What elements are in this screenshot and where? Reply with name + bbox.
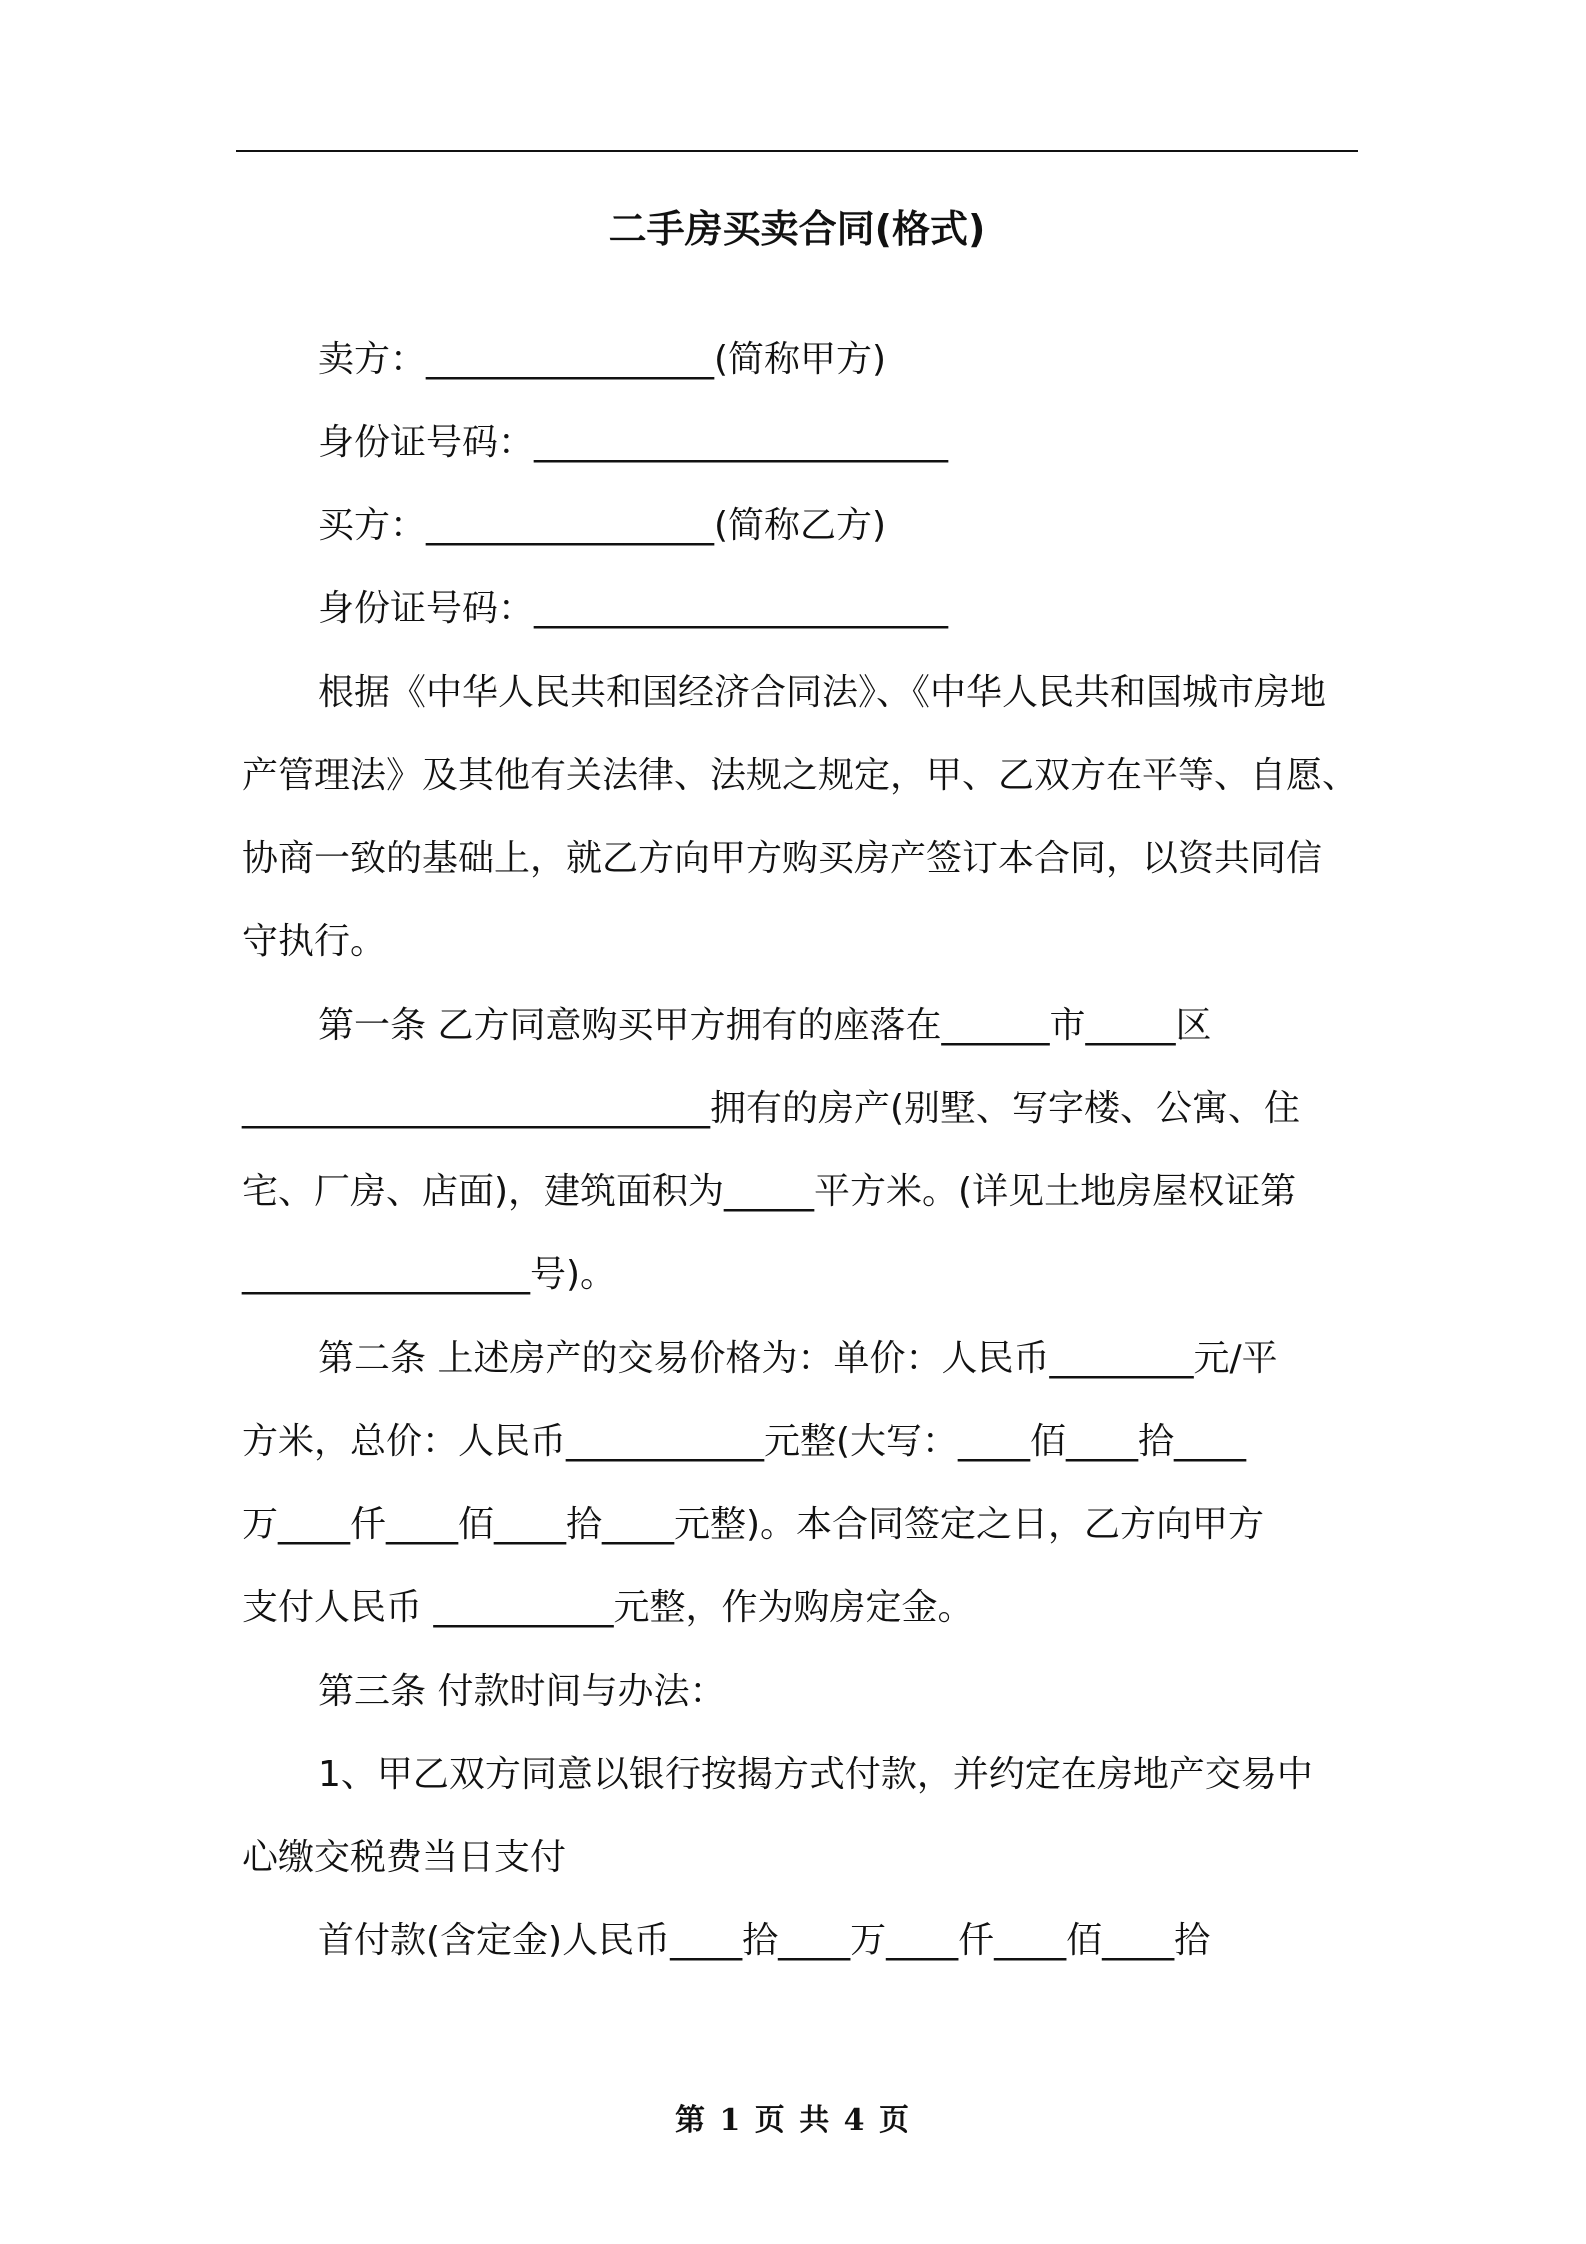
article-2-line-2: 方米，总价：人民币___________元整(大写：____佰____拾____ <box>242 1421 1247 1462</box>
preamble-line-2: 产管理法》及其他有关法律、法规之规定，甲、乙双方在平等、自愿、 <box>242 755 1359 796</box>
article-1-line-1: 第一条 乙方同意购买甲方拥有的座落在______市_____区 <box>318 1005 1212 1046</box>
preamble-line-4: 守执行。 <box>242 921 387 962</box>
article-1-line-4: ________________号)。 <box>242 1254 617 1295</box>
document-title: 二手房买卖合同(格式) <box>608 207 986 251</box>
buyer-id-line: 身份证号码：_______________________ <box>318 588 949 629</box>
article-1-line-3: 宅、厂房、店面)，建筑面积为_____平方米。(详见土地房屋权证第 <box>242 1171 1297 1212</box>
down-payment-line: 首付款(含定金)人民币____拾____万____仟____佰____拾 <box>318 1920 1211 1961</box>
page-indicator: 第 1 页 共 4 页 <box>675 2103 911 2138</box>
buyer-line: 买方：________________(简称乙方) <box>318 505 887 546</box>
article-1-line-2: __________________________拥有的房产(别墅、写字楼、公寓、住 <box>242 1088 1301 1129</box>
article-3-item-1-line-1: 1、甲乙双方同意以银行按揭方式付款，并约定在房地产交易中 <box>318 1754 1313 1795</box>
article-2-line-1: 第二条 上述房产的交易价格为：单价：人民币________元/平 <box>318 1338 1278 1379</box>
seller-id-line: 身份证号码：_______________________ <box>318 422 949 463</box>
preamble-line-3: 协商一致的基础上，就乙方向甲方购买房产签订本合同，以资共同信 <box>242 838 1323 879</box>
article-2-line-3: 万____仟____佰____拾____元整)。本合同签定之日，乙方向甲方 <box>242 1504 1265 1545</box>
header-rule <box>236 150 1358 152</box>
article-3-heading: 第三条 付款时间与办法： <box>318 1671 726 1712</box>
article-3-item-1-line-2: 心缴交税费当日支付 <box>242 1837 567 1878</box>
seller-line: 卖方：________________(简称甲方) <box>318 339 887 380</box>
preamble-line-1: 根据《中华人民共和国经济合同法》、《中华人民共和国城市房地 <box>318 672 1327 713</box>
article-2-line-4: 支付人民币 __________元整，作为购房定金。 <box>242 1587 974 1628</box>
